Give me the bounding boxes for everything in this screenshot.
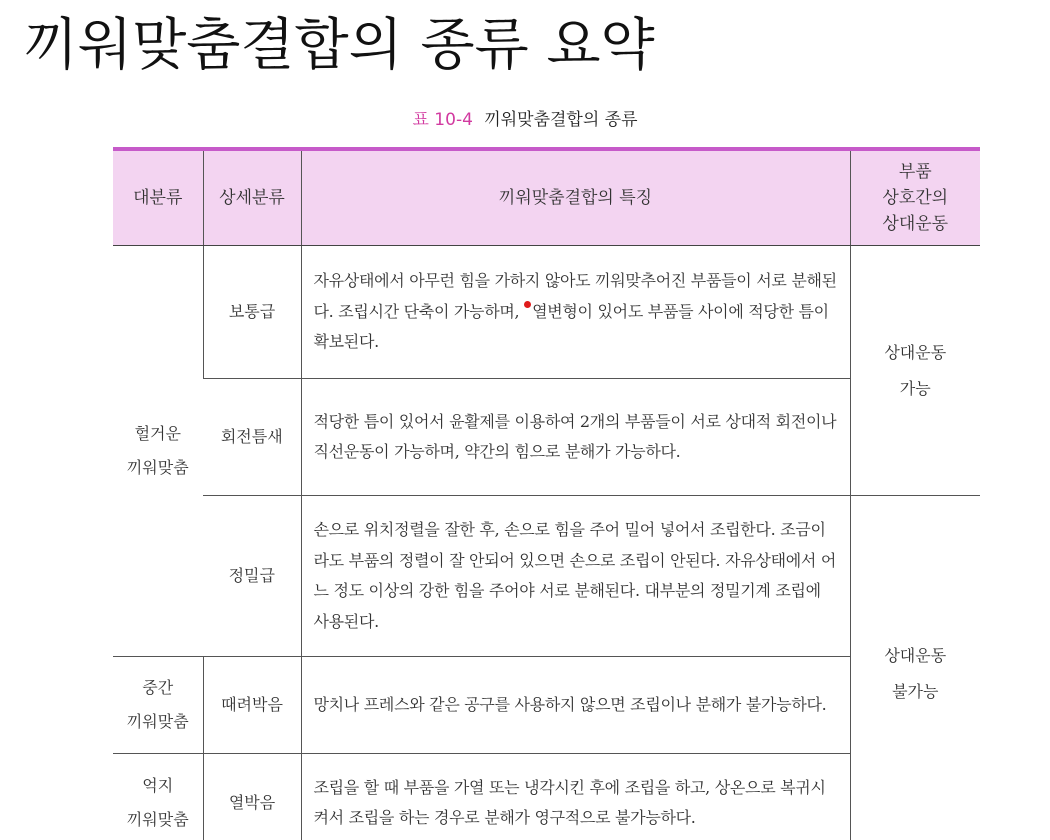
feature-cell (301, 246, 850, 379)
feature-text: 자유상태에서 아무런 힘을 가하지 않아도 끼워맞추어진 부품들이 서로 분해된다. 조립시간 단축이 가능하며, (313, 271, 837, 321)
table-row (113, 379, 980, 496)
category-line: 끼워맞춤 (126, 712, 189, 731)
table-row (113, 657, 980, 754)
table-caption-title: 끼워맞춤결합의 종류 (484, 110, 638, 130)
header-relative-motion (850, 149, 980, 246)
detail-cell: 때려박음 (203, 657, 301, 754)
category-transition-fit (113, 657, 203, 754)
category-line: 억지 (142, 776, 174, 795)
motion-line: 가능 (899, 378, 931, 398)
motion-possible-cell (850, 246, 980, 496)
table-number: 표 10-4 (412, 110, 473, 130)
motion-line: 상대운동 (884, 646, 947, 665)
detail-cell: 열박음 (203, 754, 301, 840)
category-line: 중간 (142, 678, 174, 697)
feature-cell: 망치나 프레스와 같은 공구를 사용하지 않으면 조립이나 분해가 불가능하다. (301, 657, 850, 754)
category-line: 끼워맞춤 (126, 810, 189, 829)
detail-cell: 회전틈새 (203, 379, 301, 496)
table-row (113, 754, 980, 840)
category-clearance-fit (113, 246, 203, 657)
table-row (113, 246, 980, 379)
red-mark-icon (524, 301, 531, 308)
feature-cell: 적당한 틈이 있어서 윤활제를 이용하여 2개의 부품들이 서로 상대적 회전이나 직선운동이 가능하며, 약간의 힘으로 분해가 가능하다. (301, 379, 850, 496)
header-major-category: 대분류 (113, 149, 203, 246)
table-row (113, 496, 980, 657)
category-interference-fit (113, 754, 203, 840)
feature-cell: 조립을 할 때 부품을 가열 또는 냉각시킨 후에 조립을 하고, 상온으로 복귀시켜서 조립을 하는 경우로 분해가 영구적으로 불가능하다. (301, 754, 850, 840)
category-line: 헐거운 (134, 424, 181, 443)
table-header-row (113, 149, 980, 246)
slide-title: 끼워맞춤결합의 종류 요약 (24, 13, 655, 78)
motion-line: 불가능 (892, 682, 939, 701)
table-caption (0, 108, 1050, 132)
feature-text: 열변형이 있어도 부품들 사이에 적당한 틈이 확보된다. (313, 301, 829, 352)
detail-cell: 보통급 (203, 246, 301, 379)
feature-cell: 손으로 위치정렬을 잘한 후, 손으로 힘을 주어 밀어 넣어서 조립한다. 조금이라도 부품의 정렬이 잘 안되어 있으면 손으로 조립이 안된다. 자유상태에서 어느 정도 이상의 강한 힘을 주어야 서로 분해된다. 대부분의 정밀기계 조립에 사용된다. (301, 496, 850, 657)
header-feature: 끼워맞춤결합의 특징 (301, 149, 850, 246)
detail-cell: 정밀급 (203, 496, 301, 657)
header-motion-line: 상대운동 (882, 214, 949, 234)
header-detail-category: 상세분류 (203, 149, 301, 246)
fit-types-table (113, 147, 980, 840)
header-motion-line: 상호간의 (882, 188, 949, 208)
motion-impossible-cell (850, 496, 980, 840)
category-line: 끼워맞춤 (126, 458, 189, 477)
motion-line: 상대운동 (884, 342, 947, 362)
header-motion-line: 부품 (898, 162, 932, 182)
